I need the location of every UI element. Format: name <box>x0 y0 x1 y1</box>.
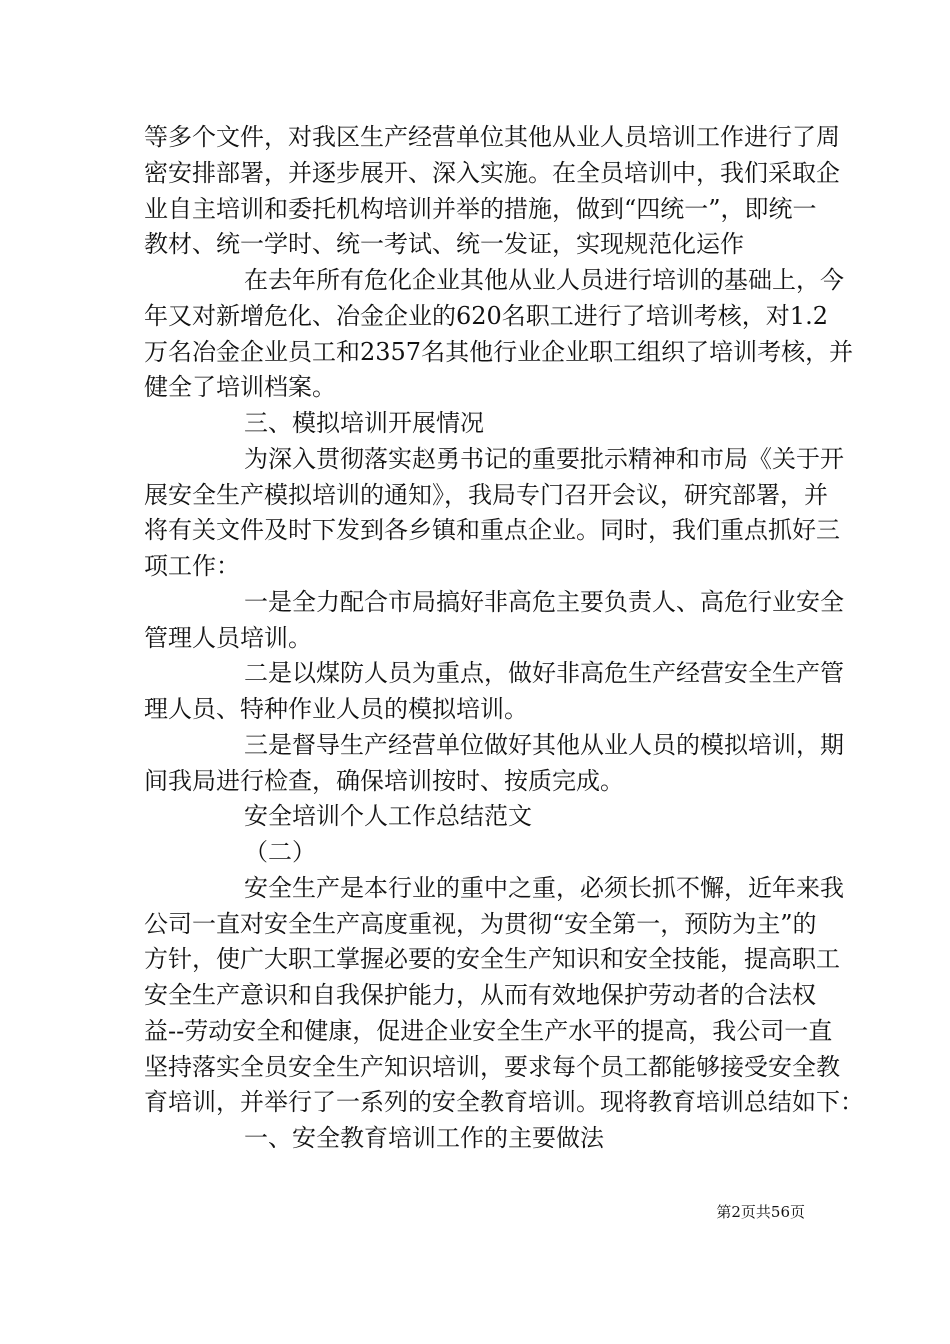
text-line: 间我局进行检查，确保培训按时、按质完成。 <box>144 766 624 795</box>
text-line: 方针，使广大职工掌握必要的安全生产知识和安全技能，提高职工 <box>144 945 840 974</box>
section-heading: 三、模拟培训开展情况 <box>244 409 484 437</box>
text-line: 年又对新增危化、冶金企业的620名职工进行了培训考核，对1.2 <box>144 301 828 330</box>
text-line: 为深入贯彻落实赵勇书记的重要批示精神和市局《关于开 <box>244 444 844 473</box>
text-line: 万名冶金企业员工和2357名其他行业企业职工组织了培训考核，并 <box>144 337 854 366</box>
text-line: 二是以煤防人员为重点，做好非高危生产经营安全生产管 <box>244 659 844 688</box>
document-subtitle: （二） <box>244 838 316 866</box>
text-line: 理人员、特种作业人员的模拟培训。 <box>144 695 528 723</box>
page-number: 第2页共56页 <box>716 1203 805 1221</box>
text-line: 育培训，并举行了一系列的安全教育培训。现将教育培训总结如下： <box>144 1088 864 1117</box>
text-line: 健全了培训档案。 <box>144 373 336 402</box>
text-line: 将有关文件及时下发到各乡镇和重点企业。同时，我们重点抓好三 <box>144 516 840 545</box>
text-line: 等多个文件，对我区生产经营单位其他从业人员培训工作进行了周 <box>144 123 840 151</box>
text-line: 安全生产是本行业的重中之重，必须长抓不懈，近年来我 <box>244 873 844 902</box>
text-line: 密安排部署，并逐步展开、深入实施。在全员培训中，我们采取企 <box>144 158 840 187</box>
text-line: 项工作： <box>144 552 240 580</box>
text-line: 一是全力配合市局搞好非高危主要负责人、高危行业安全 <box>244 587 844 616</box>
text-line: 展安全生产模拟培训的通知》，我局专门召开会议，研究部署，并 <box>144 480 828 509</box>
section-heading: 一、安全教育培训工作的主要做法 <box>244 1124 604 1152</box>
text-line: 业自主培训和委托机构培训并举的措施，做到“四统一”，即统一 <box>144 194 817 223</box>
text-line: 安全生产意识和自我保护能力，从而有效地保护劳动者的合法权 <box>144 981 816 1009</box>
text-line: 在去年所有危化企业其他从业人员进行培训的基础上，今 <box>244 266 844 294</box>
text-line: 管理人员培训。 <box>144 623 312 652</box>
text-line: 教材、统一学时、统一考试、统一发证，实现规范化运作 <box>144 230 744 259</box>
text-line: 益--劳动安全和健康，促进企业安全生产水平的提高，我公司一直 <box>144 1016 833 1045</box>
text-line: 公司一直对安全生产高度重视，为贯彻“安全第一，预防为主”的 <box>144 909 817 938</box>
text-line: 坚持落实全员安全生产知识培训，要求每个员工都能够接受安全教 <box>144 1052 840 1081</box>
document-title: 安全培训个人工作总结范文 <box>244 802 532 831</box>
text-line: 三是督导生产经营单位做好其他从业人员的模拟培训，期 <box>244 730 844 759</box>
